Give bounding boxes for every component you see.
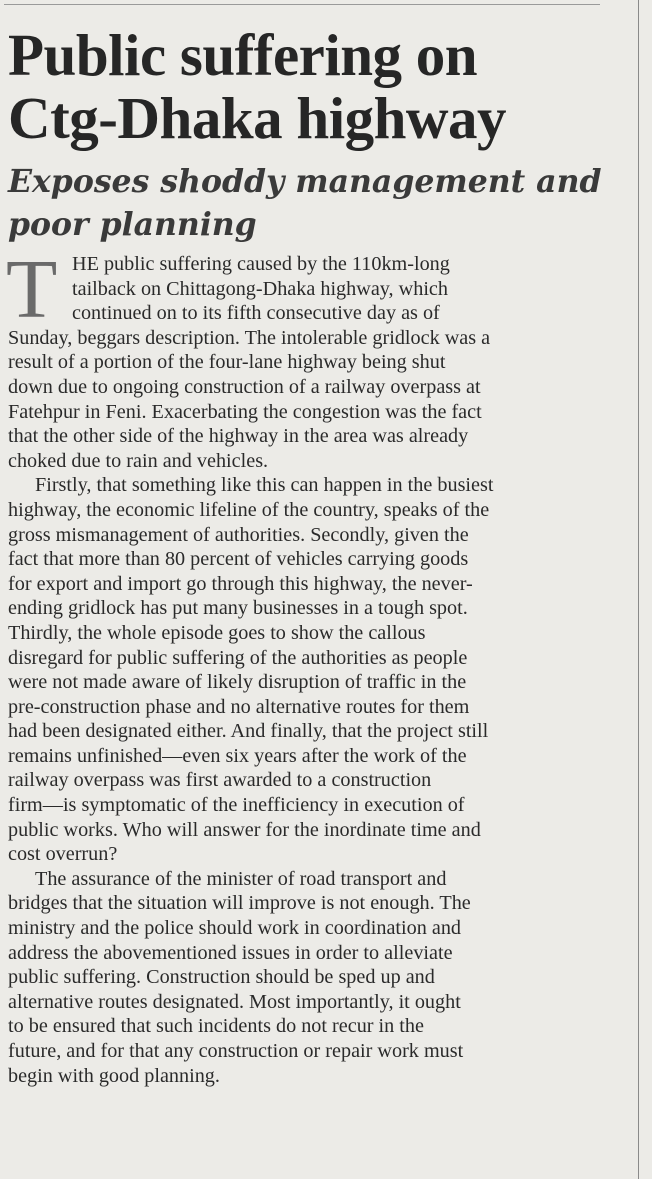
text-line: disregard for public suffering of the authorities as people: [8, 646, 468, 669]
text-line: Fatehpur in Feni. Exacerbating the congestion was the fact: [8, 400, 482, 423]
subheadline-line: poor planning: [8, 206, 257, 243]
subheadline: [8, 160, 606, 246]
column-rule: [638, 0, 639, 1179]
text-line: public works. Who will answer for the inordinate time and: [8, 818, 481, 841]
text-line: highway, the economic lifeline of the country, speaks of the: [8, 498, 490, 521]
text-line: gross mismanagement of authorities. Secondly, given the: [8, 523, 469, 546]
text-line: ending gridlock has put many businesses in a tough spot.: [8, 597, 468, 620]
headline-line: Ctg-Dhaka highway: [8, 85, 507, 151]
text-line: choked due to rain and vehicles.: [8, 449, 269, 472]
text-line: begin with good planning.: [8, 1064, 220, 1087]
text-line: were not made aware of likely disruption of traffic in the: [8, 671, 467, 694]
paragraph-3: [8, 867, 606, 1088]
text-line: tailback on Chittagong-Dhaka highway, which: [72, 277, 448, 300]
subheadline-line: Exposes shoddy management and: [8, 163, 602, 200]
text-line: HE public suffering caused by the 110km-long: [72, 253, 450, 275]
drop-cap: T: [6, 243, 58, 336]
text-line: ministry and the police should work in coordination and: [8, 917, 462, 940]
top-rule: [4, 4, 600, 5]
text-line: Sunday, beggars description. The intolerable gridlock was a: [8, 326, 491, 349]
text-line: for export and import go through this highway, the never-: [8, 572, 473, 595]
text-line: railway overpass was first awarded to a construction: [8, 769, 432, 792]
text-line: cost overrun?: [8, 843, 118, 866]
paragraph-2: [8, 473, 606, 867]
text-line: Firstly, that something like this can happen in the busiest: [35, 474, 494, 497]
text-line: future, and for that any construction or repair work must: [8, 1040, 464, 1062]
text-line: that the other side of the highway in the area was already: [8, 425, 469, 448]
text-line: firm—is symptomatic of the inefficiency in execution of: [8, 794, 465, 817]
text-line: to be ensured that such incidents do not recur in the: [8, 1015, 424, 1038]
text-line: Thirdly, the whole episode goes to show the callous: [8, 621, 426, 644]
headline: [8, 24, 606, 150]
text-line: result of a portion of the four-lane highway being shut: [8, 351, 446, 374]
text-line: had been designated either. And finally, that the project still: [8, 720, 489, 743]
text-line: bridges that the situation will improve is not enough. The: [8, 892, 471, 915]
text-line: alternative routes designated. Most importantly, it ought: [8, 990, 461, 1013]
editorial-article: [8, 24, 606, 1088]
text-line: public suffering. Construction should be sped up and: [8, 966, 435, 989]
text-line: down due to ongoing construction of a railway overpass at: [8, 375, 481, 398]
text-line: The assurance of the minister of road transport and: [35, 867, 447, 890]
article-body: [6, 243, 606, 1088]
text-line: fact that more than 80 percent of vehicles carrying goods: [8, 548, 469, 571]
text-line: continued on to its fifth consecutive day as of: [72, 302, 440, 325]
text-line: pre-construction phase and no alternative routes for them: [8, 695, 470, 718]
text-line: remains unfinished—even six years after the work of the: [8, 744, 467, 767]
headline-line: Public suffering on: [8, 22, 478, 88]
paragraph-1: [6, 243, 606, 473]
text-line: address the abovementioned issues in order to alleviate: [8, 941, 453, 964]
